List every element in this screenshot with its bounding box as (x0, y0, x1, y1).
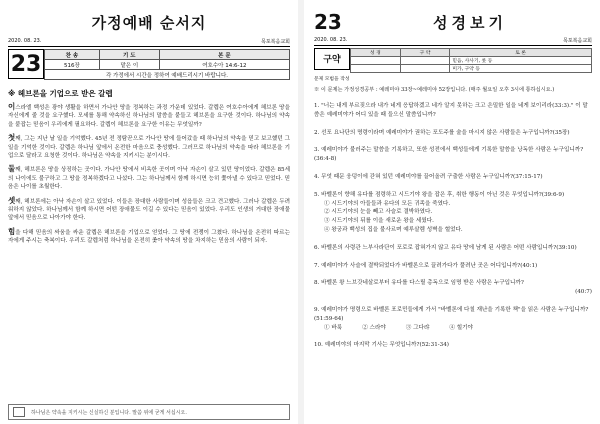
testament-label: 구약 (314, 48, 350, 70)
question-item: 7. 예레미야가 사슬에 결박되었다가 바벨론으로 끌려가다가 풀려난 곳은 어디입니까?(40:1) (314, 262, 538, 269)
question-item: 4. 무엇 때문 웅덩이에 갇혀 있던 예레미야를 끌어올려 구출한 사람은 누구입니까?(37:15-17) (314, 173, 543, 180)
date-bar (8, 38, 290, 47)
sermon-paragraph: 셋째, 헤브론에는 아낙 자손이 살고 있었다. 이들은 장대한 사람들이며 성읍들은 크고 견고했다. 그러나 갈렙은 두려워하지 않았다. 하나님께서 함께 하시면 어떤 장애물도 이길 수 있다는 믿음이 있었다. 우리도 인생의 거대한 장애물 앞에서 믿음으로 나아가야 한다. (8, 195, 290, 222)
reading-table (350, 48, 592, 73)
table-header-cell: 찬 송 (45, 50, 100, 60)
date: 2020. 08. 23. (8, 38, 42, 44)
question-item: 10. 예레미야의 마지막 기사는 무엇입니까?(52:31-34) (314, 342, 449, 349)
answer-note: 문제 모범을 작성 (314, 77, 350, 82)
table-cell (400, 65, 450, 73)
bible-header (314, 10, 592, 34)
sermon-paragraph: 힘을 다해 믿음의 싸움을 싸운 갈렙은 헤브론을 기업으로 얻었다. 그 땅에 전쟁이 그쳤다. 하나님을 온전히 따르는 자에게 주시는 축복이다. 우리도 갈렙처럼 하나님을 온전히 좇아 약속의 땅을 차지하는 믿음의 사람이 되자. (8, 226, 290, 245)
answer-option: ③ 시드기야의 뒤를 이을 새로운 왕을 세웠다. (324, 218, 434, 225)
question-item: 6. 바벨론의 사령관 느부사라단이 포로로 잡혀가지 않고 유다 땅에 남게 된 사람은 어떤 사람입니까?(39:10) (314, 244, 577, 251)
table-cell: 516장 (45, 60, 100, 70)
quiz-intro: ※ 이 문제는 가정성경공부 : 예레미야 33장~예레미야 52장입니다. (매주 월요일 오후 3시에 통하십시요.) (314, 87, 555, 93)
sermon-body (8, 103, 290, 246)
answer-options (314, 324, 592, 333)
table-header-cell: 본 문 (159, 50, 289, 60)
book-icon (13, 407, 25, 417)
answer-option: ③ 그다랴 (405, 324, 430, 331)
table-header-cell: 성 경 (351, 49, 401, 57)
sermon-title: ※ 헤브론을 기업으로 받은 갈렙 (8, 89, 113, 98)
page-title: 가정예배 순서지 (91, 14, 207, 32)
issue-number: 23 (8, 49, 44, 79)
table-cell: 맡은 이 (99, 60, 159, 70)
question-item: 9. 예레미야가 명령으로 바벨론 포로민들에게 가서 "바벨론에 다칠 재난을 기록한 책"을 읽은 사람은 누구입니까?(51:59-64) ① 바룩 ② 스라야 ③ 그다랴 ④ 힐기야 (314, 306, 592, 332)
answer-option: ④ 왕궁과 백성의 집을 불사르며 예루살렘 성벽을 헐었다. (324, 226, 463, 233)
bible-reading-page (304, 0, 600, 424)
table-cell (351, 57, 401, 65)
table-header-cell: 기 도 (99, 50, 159, 60)
answer-option: ① 바룩 (324, 324, 343, 331)
table-cell (351, 65, 401, 73)
question-item: 5. 바벨론이 향해 유다를 점령하고 시드기야 왕을 잡은 후, 취한 행동이 아닌 것은 무엇입니까?(39:6-9) ① 시드기야의 아들들과 유다의 모든 귀족을 죽였다. ② 시드기야의 눈을 빼고 사슬로 결박하였다. ③ 시드기야의 뒤를 이을 새로운 왕을 세웠다. ④ 왕궁과 백성의 집을 불사르며 예루살렘 성벽을 헐었다. (314, 191, 592, 235)
table-note: 각 가정에서 시간을 정하여 예배드리시기 바랍니다. (45, 70, 290, 80)
table-header-cell: 토 론 (450, 49, 592, 57)
worship-order-table (44, 49, 290, 80)
question-item: 3. 예레미야가 불러주는 말씀을 기록하고, 또한 성전에서 백성들에게 기록한 말씀을 낭독한 사람은 누구입니까?(36:4-8) (314, 147, 584, 163)
table-header-cell: 구 약 (400, 49, 450, 57)
table-cell (400, 57, 450, 65)
table-cell: 믿음, 사사기, 룻 등 (450, 57, 592, 65)
sermon-paragraph: 이스라엘 백성은 광야 생활을 하면서 가나안 땅을 정복하는 과정 가운데 있었다. 갈렙은 여호수아에게 헤브론 땅을 자신에게 줄 것을 요구했다. 모세를 통해 약속하신 하나님의 말씀을 붙들고 헤브론을 요구한 것이다. 하나님의 약속을 붙잡는 믿음이 우리에게 필요하다. 갈렙이 헤브론을 요구한 이유는 무엇일까? (8, 102, 290, 128)
page-title: 성경보기 (433, 13, 507, 32)
answer-option: ② 시드기야의 눈을 빼고 사슬로 결박하였다. (324, 209, 433, 216)
quiz-questions (314, 102, 592, 350)
verse-reference: (40:7) (575, 289, 592, 296)
date-bar (314, 37, 592, 46)
sermon-paragraph: 둘째, 헤브론은 땅을 상징하는 곳이다. 가나안 땅에서 비옥한 곳이며 아낙 자손이 살고 있던 땅이었다. 갈렙은 85세의 나이에도 불구하고 그 땅을 정복하겠다고 나섰다. 그는 하나님께서 함께 하시면 능히 쫓아낼 수 있다고 믿었다. 믿음은 나이를 초월한다. (8, 164, 290, 191)
church-name: 목포복음교회 (261, 39, 290, 45)
question-item: 2. 선포 요나단의 명령이라며 예레미야가 권하는 포도주를 술을 마시지 않은 사람들은 누구입니까?(35장) (314, 129, 570, 136)
worship-header (8, 49, 290, 80)
question-item: 1. "너는 내게 부르짖으라 내가 네게 응답하겠고 네가 알지 못하는 크고 은밀한 일을 네게 보이리라(33:3)." 이 말씀은 예레미야가 어디 있을 때 들으신 말씀입니까? (314, 103, 588, 118)
question-item: 8. 바벨론 왕 느브갓네살로부터 유다를 다스릴 총독으로 임명 받은 사람은 누구입니까? (40:7) (314, 280, 592, 296)
issue-number: 23 (314, 10, 342, 34)
answer-option: ② 스라야 (362, 324, 386, 331)
table-cell: 미가, 구약 등 (450, 65, 592, 73)
footer-box (8, 404, 290, 420)
reading-table-row (314, 48, 592, 73)
answer-option: ④ 힐기야 (449, 324, 473, 331)
footer-text: 하나님은 약속을 지키시는 신실하신 분입니다. 말씀 위에 굳게 서십시오. (31, 409, 187, 416)
date: 2020. 08. 23. (314, 37, 348, 43)
sermon-paragraph: 첫째, 그는 지난 날 일을 기억했다. 45년 전 정탐꾼으로 가나안 땅에 들어갔을 때 하나님의 약속을 믿고 보고했던 그 일을 기억한 것이다. 갈렙은 하나님 앞에서 온전한 마음으로 충성했다. 그러므로 하나님의 약속을 따라 헤브론을 기업으로 달라고 요청한 것이다. 하나님은 약속을 지키시는 분이시다. (8, 133, 290, 160)
church-name: 목포복음교회 (563, 38, 592, 44)
table-cell: 여호수아 14:6-12 (159, 60, 289, 70)
answer-option: ① 시드기야의 아들들과 유다의 모든 귀족을 죽였다. (324, 200, 451, 207)
order-of-worship-page (0, 0, 298, 424)
